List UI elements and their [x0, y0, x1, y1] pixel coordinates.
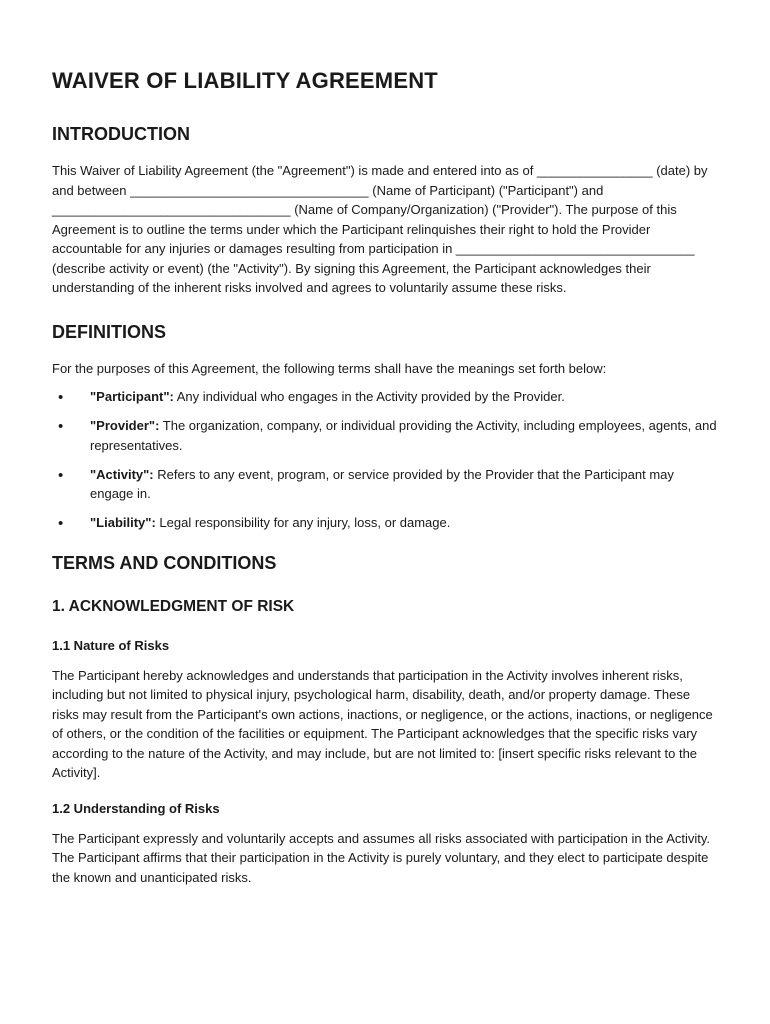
definition-text: Any individual who engages in the Activity provided by the Provider.: [173, 389, 565, 404]
definition-text: The organization, company, or individual providing the Activity, including employees, agents, and representatives.: [90, 418, 717, 453]
bullet-icon: •: [58, 389, 64, 406]
subsection-1-1-paragraph: The Participant hereby acknowledges and understands that participation in the Activity involves inherent risks, including but not limited to physical injury, psychological harm, disability, death, and/or property damage. These risks may result from the Participant's own actions, inactions, or negligence, or the actions, inactions, or negligence of others, or the condition of the facilities or equipment. The Participant acknowledges that the specific risks vary according to the nature of the Activity, and may include, but are not limited to: [insert specific risks relevant to the Activity].: [52, 667, 713, 780]
subsection-1-1-heading: 1.1 Nature of Risks: [52, 637, 170, 653]
definition-item-activity: [52, 465, 718, 504]
bullet-icon: •: [58, 418, 64, 435]
subsection-1-2-heading: 1.2 Understanding of Risks: [52, 800, 220, 816]
definition-item-provider: [52, 416, 718, 455]
introduction-heading: INTRODUCTION: [52, 124, 190, 144]
bullet-icon: •: [58, 515, 64, 532]
bullet-icon: •: [58, 466, 64, 484]
introduction-paragraph: This Waiver of Liability Agreement (the "Agreement") is made and entered into as of ________________ (date) by and between _________________________________ (Name of Participant) ("Participant") and _________________________________ (Name of Company/Organization) ("Provider"). The purpose of this Agreement is to outline the terms under which the Participant relinquishes their right to hold the Provider accountable for any injuries or damages resulting from participation in _________________________________ (describe activity or event) (the "Activity"). By signing this Agreement, the Participant acknowledges their understanding of the inherent risks involved and agrees to voluntarily assume these risks.: [52, 163, 708, 295]
definitions-list: [52, 387, 718, 533]
definition-item-participant: [52, 387, 718, 407]
definition-text: Refers to any event, program, or service provided by the Provider that the Participant may engage in.: [90, 466, 674, 501]
definition-term: "Liability":: [90, 515, 156, 530]
subsection-1-2-paragraph: The Participant expressly and voluntarily accepts and assumes all risks associated with participation in the Activity. The Participant affirms that their participation in the Activity is purely voluntary, and they elect to participate despite the known and unanticipated risks.: [52, 830, 711, 885]
definition-item-liability: [52, 513, 718, 533]
terms-heading: TERMS AND CONDITIONS: [52, 552, 277, 573]
definition-text: Legal responsibility for any injury, loss, or damage.: [155, 515, 451, 530]
section1-heading: 1. ACKNOWLEDGMENT OF RISK: [52, 597, 295, 615]
document-title: WAIVER OF LIABILITY AGREEMENT: [52, 68, 438, 93]
definition-term: "Participant":: [90, 389, 174, 404]
definitions-lead: For the purposes of this Agreement, the following terms shall have the meanings set forth below:: [52, 360, 607, 376]
definition-term: "Activity":: [90, 466, 154, 482]
definitions-heading: DEFINITIONS: [52, 321, 167, 342]
definition-term: "Provider":: [90, 418, 160, 433]
